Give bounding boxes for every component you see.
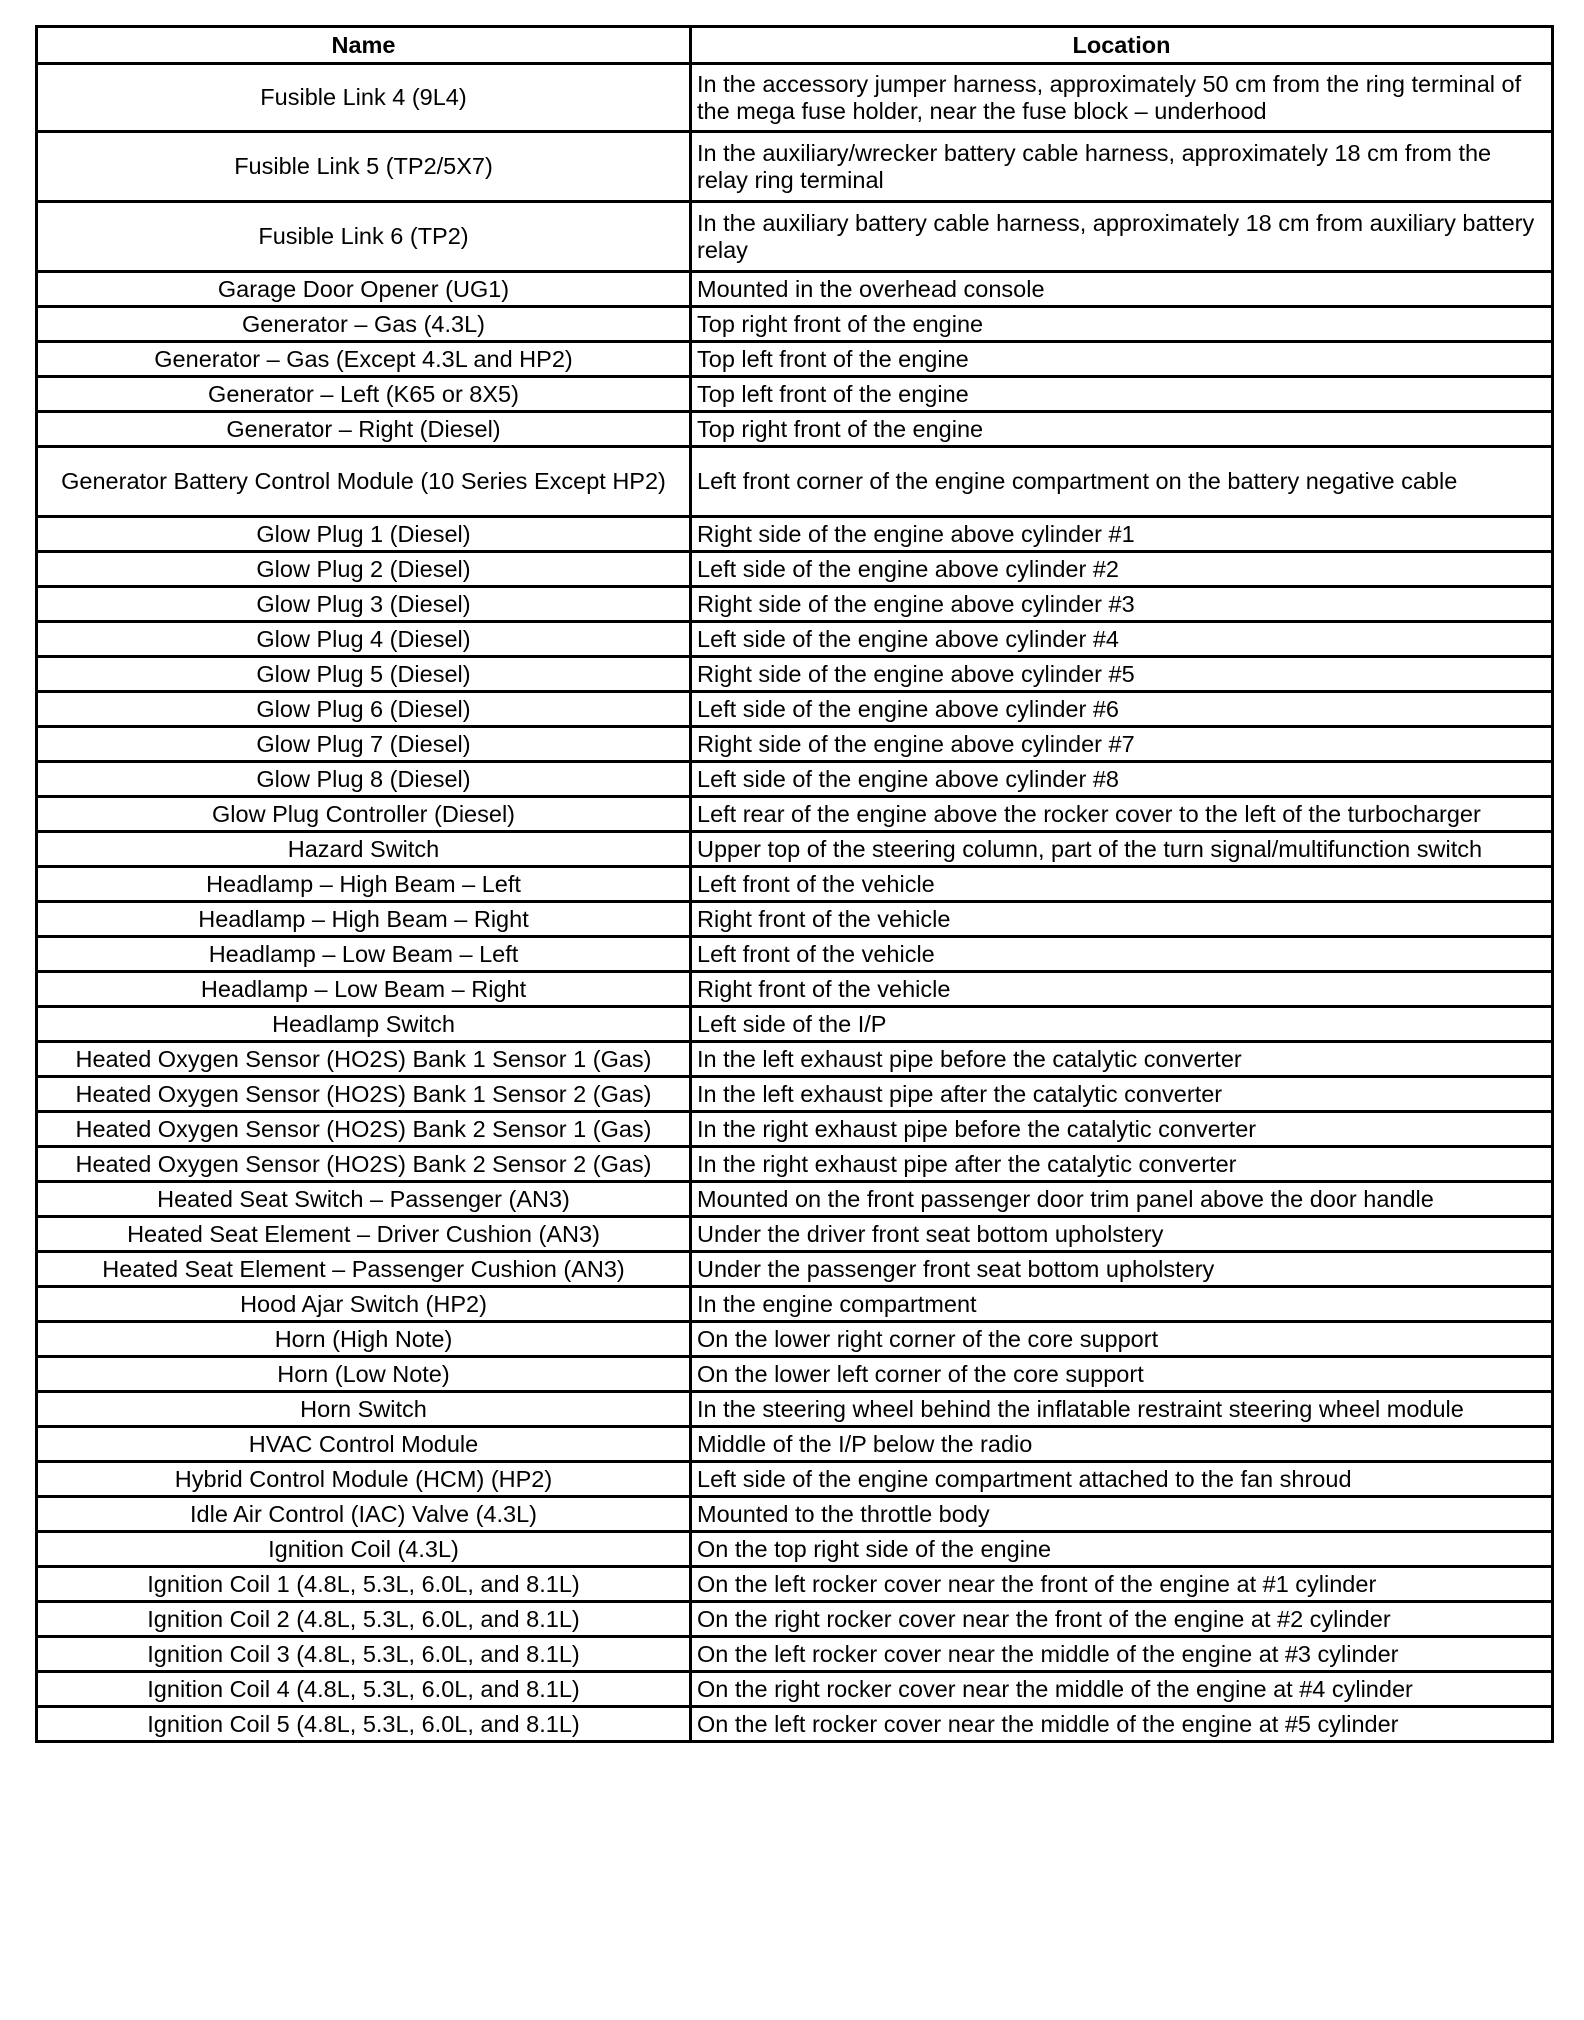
- table-row: [37, 1077, 1553, 1112]
- component-name-cell: Headlamp – Low Beam – Left: [37, 937, 691, 972]
- component-location-cell: Top right front of the engine: [691, 307, 1553, 342]
- component-location-cell: On the right rocker cover near the middle of the engine at #4 cylinder: [691, 1672, 1553, 1707]
- component-location-cell: Right front of the vehicle: [691, 902, 1553, 937]
- component-location-cell: Left front corner of the engine compartment on the battery negative cable: [691, 447, 1553, 517]
- location-column-header: Location: [691, 27, 1553, 64]
- table-header-row: [37, 27, 1553, 64]
- component-name-cell: Fusible Link 6 (TP2): [37, 202, 691, 272]
- component-name-cell: Horn (Low Note): [37, 1357, 691, 1392]
- component-location-cell: Left side of the engine above cylinder #6: [691, 692, 1553, 727]
- table-row: [37, 552, 1553, 587]
- table-row: [37, 797, 1553, 832]
- table-row: [37, 937, 1553, 972]
- table-row: [37, 1217, 1553, 1252]
- component-name-cell: Garage Door Opener (UG1): [37, 272, 691, 307]
- table-row: [37, 587, 1553, 622]
- table-row: [37, 272, 1553, 307]
- component-location-cell: Top right front of the engine: [691, 412, 1553, 447]
- component-name-cell: Glow Plug 2 (Diesel): [37, 552, 691, 587]
- table-row: [37, 412, 1553, 447]
- component-name-cell: Horn (High Note): [37, 1322, 691, 1357]
- table-row: [37, 1287, 1553, 1322]
- component-location-cell: On the left rocker cover near the front of the engine at #1 cylinder: [691, 1567, 1553, 1602]
- table-row: [37, 1357, 1553, 1392]
- table-row: [37, 1532, 1553, 1567]
- component-location-cell: In the left exhaust pipe after the catalytic converter: [691, 1077, 1553, 1112]
- table-row: [37, 1007, 1553, 1042]
- table-row: [37, 762, 1553, 797]
- component-location-cell: In the steering wheel behind the inflatable restraint steering wheel module: [691, 1392, 1553, 1427]
- table-row: [37, 727, 1553, 762]
- component-location-cell: In the auxiliary battery cable harness, approximately 18 cm from auxiliary battery relay: [691, 202, 1553, 272]
- table-row: [37, 1497, 1553, 1532]
- table-row: [37, 64, 1553, 132]
- component-location-cell: Mounted to the throttle body: [691, 1497, 1553, 1532]
- component-location-cell: In the left exhaust pipe before the catalytic converter: [691, 1042, 1553, 1077]
- component-name-cell: Heated Seat Switch – Passenger (AN3): [37, 1182, 691, 1217]
- table-row: [37, 1462, 1553, 1497]
- component-name-cell: Fusible Link 5 (TP2/5X7): [37, 132, 691, 202]
- component-location-cell: Right side of the engine above cylinder #7: [691, 727, 1553, 762]
- component-location-cell: In the auxiliary/wrecker battery cable harness, approximately 18 cm from the relay ring terminal: [691, 132, 1553, 202]
- component-name-cell: Generator – Right (Diesel): [37, 412, 691, 447]
- component-name-cell: Headlamp Switch: [37, 1007, 691, 1042]
- component-location-cell: On the left rocker cover near the middle of the engine at #5 cylinder: [691, 1707, 1553, 1742]
- component-name-cell: Idle Air Control (IAC) Valve (4.3L): [37, 1497, 691, 1532]
- component-name-cell: Glow Plug Controller (Diesel): [37, 797, 691, 832]
- component-name-cell: Hybrid Control Module (HCM) (HP2): [37, 1462, 691, 1497]
- table-row: [37, 1322, 1553, 1357]
- component-location-cell: Right side of the engine above cylinder #5: [691, 657, 1553, 692]
- table-row: [37, 1112, 1553, 1147]
- component-location-cell: Under the driver front seat bottom upholstery: [691, 1217, 1553, 1252]
- component-name-cell: Ignition Coil 2 (4.8L, 5.3L, 6.0L, and 8.1L): [37, 1602, 691, 1637]
- component-location-cell: On the left rocker cover near the middle of the engine at #3 cylinder: [691, 1637, 1553, 1672]
- component-name-cell: Glow Plug 7 (Diesel): [37, 727, 691, 762]
- component-location-cell: Top left front of the engine: [691, 377, 1553, 412]
- table-row: [37, 447, 1553, 517]
- component-name-cell: Generator – Gas (4.3L): [37, 307, 691, 342]
- component-location-cell: Top left front of the engine: [691, 342, 1553, 377]
- component-location-cell: On the lower left corner of the core support: [691, 1357, 1553, 1392]
- component-name-cell: Heated Oxygen Sensor (HO2S) Bank 2 Sensor 2 (Gas): [37, 1147, 691, 1182]
- component-location-cell: Left side of the engine compartment attached to the fan shroud: [691, 1462, 1553, 1497]
- table-row: [37, 1182, 1553, 1217]
- component-location-table: [35, 25, 1554, 1743]
- component-name-cell: Heated Seat Element – Driver Cushion (AN3): [37, 1217, 691, 1252]
- component-name-cell: Ignition Coil 4 (4.8L, 5.3L, 6.0L, and 8.1L): [37, 1672, 691, 1707]
- table-row: [37, 1707, 1553, 1742]
- component-location-cell: On the lower right corner of the core support: [691, 1322, 1553, 1357]
- component-location-cell: Under the passenger front seat bottom upholstery: [691, 1252, 1553, 1287]
- component-name-cell: Ignition Coil 1 (4.8L, 5.3L, 6.0L, and 8.1L): [37, 1567, 691, 1602]
- component-location-cell: Upper top of the steering column, part of the turn signal/multifunction switch: [691, 832, 1553, 867]
- component-name-cell: Heated Oxygen Sensor (HO2S) Bank 1 Sensor 1 (Gas): [37, 1042, 691, 1077]
- table-row: [37, 657, 1553, 692]
- component-location-cell: In the accessory jumper harness, approximately 50 cm from the ring terminal of the mega fuse holder, near the fuse block – underhood: [691, 64, 1553, 132]
- component-name-cell: Heated Oxygen Sensor (HO2S) Bank 1 Sensor 2 (Gas): [37, 1077, 691, 1112]
- component-location-cell: Left side of the engine above cylinder #4: [691, 622, 1553, 657]
- table-row: [37, 307, 1553, 342]
- table-row: [37, 622, 1553, 657]
- component-location-cell: Right front of the vehicle: [691, 972, 1553, 1007]
- table-row: [37, 202, 1553, 272]
- component-name-cell: Glow Plug 4 (Diesel): [37, 622, 691, 657]
- component-location-cell: Left front of the vehicle: [691, 937, 1553, 972]
- table-row: [37, 1672, 1553, 1707]
- component-location-cell: On the right rocker cover near the front of the engine at #2 cylinder: [691, 1602, 1553, 1637]
- component-name-cell: Generator – Gas (Except 4.3L and HP2): [37, 342, 691, 377]
- component-name-cell: HVAC Control Module: [37, 1427, 691, 1462]
- component-name-cell: Headlamp – High Beam – Right: [37, 902, 691, 937]
- component-location-cell: On the top right side of the engine: [691, 1532, 1553, 1567]
- component-location-cell: Middle of the I/P below the radio: [691, 1427, 1553, 1462]
- component-name-cell: Glow Plug 1 (Diesel): [37, 517, 691, 552]
- component-name-cell: Headlamp – Low Beam – Right: [37, 972, 691, 1007]
- table-body: [37, 64, 1553, 1742]
- table-row: [37, 342, 1553, 377]
- component-location-cell: In the right exhaust pipe after the catalytic converter: [691, 1147, 1553, 1182]
- component-name-cell: Fusible Link 4 (9L4): [37, 64, 691, 132]
- table-row: [37, 517, 1553, 552]
- component-name-cell: Hood Ajar Switch (HP2): [37, 1287, 691, 1322]
- name-column-header: Name: [37, 27, 691, 64]
- component-location-cell: Left side of the engine above cylinder #2: [691, 552, 1553, 587]
- table-row: [37, 1252, 1553, 1287]
- table-row: [37, 1147, 1553, 1182]
- component-name-cell: Generator – Left (K65 or 8X5): [37, 377, 691, 412]
- component-name-cell: Ignition Coil 3 (4.8L, 5.3L, 6.0L, and 8.1L): [37, 1637, 691, 1672]
- table-row: [37, 867, 1553, 902]
- component-location-cell: Left side of the engine above cylinder #8: [691, 762, 1553, 797]
- component-location-cell: Mounted in the overhead console: [691, 272, 1553, 307]
- component-name-cell: Heated Seat Element – Passenger Cushion (AN3): [37, 1252, 691, 1287]
- component-name-cell: Heated Oxygen Sensor (HO2S) Bank 2 Sensor 1 (Gas): [37, 1112, 691, 1147]
- component-name-cell: Ignition Coil (4.3L): [37, 1532, 691, 1567]
- component-name-cell: Ignition Coil 5 (4.8L, 5.3L, 6.0L, and 8.1L): [37, 1707, 691, 1742]
- component-location-cell: In the right exhaust pipe before the catalytic converter: [691, 1112, 1553, 1147]
- table-row: [37, 1602, 1553, 1637]
- table-row: [37, 832, 1553, 867]
- table-row: [37, 377, 1553, 412]
- table-row: [37, 1392, 1553, 1427]
- table-row: [37, 1567, 1553, 1602]
- component-location-cell: Left side of the I/P: [691, 1007, 1553, 1042]
- table-row: [37, 132, 1553, 202]
- component-location-cell: Mounted on the front passenger door trim panel above the door handle: [691, 1182, 1553, 1217]
- component-location-cell: In the engine compartment: [691, 1287, 1553, 1322]
- table-row: [37, 1427, 1553, 1462]
- table-row: [37, 1637, 1553, 1672]
- component-name-cell: Glow Plug 8 (Diesel): [37, 762, 691, 797]
- component-location-cell: Left rear of the engine above the rocker cover to the left of the turbocharger: [691, 797, 1553, 832]
- component-name-cell: Generator Battery Control Module (10 Series Except HP2): [37, 447, 691, 517]
- component-location-cell: Right side of the engine above cylinder #1: [691, 517, 1553, 552]
- component-name-cell: Glow Plug 5 (Diesel): [37, 657, 691, 692]
- table-row: [37, 972, 1553, 1007]
- component-name-cell: Glow Plug 3 (Diesel): [37, 587, 691, 622]
- table-row: [37, 1042, 1553, 1077]
- component-location-cell: Right side of the engine above cylinder #3: [691, 587, 1553, 622]
- table-row: [37, 902, 1553, 937]
- component-name-cell: Hazard Switch: [37, 832, 691, 867]
- component-name-cell: Headlamp – High Beam – Left: [37, 867, 691, 902]
- component-name-cell: Glow Plug 6 (Diesel): [37, 692, 691, 727]
- component-name-cell: Horn Switch: [37, 1392, 691, 1427]
- component-location-cell: Left front of the vehicle: [691, 867, 1553, 902]
- table-row: [37, 692, 1553, 727]
